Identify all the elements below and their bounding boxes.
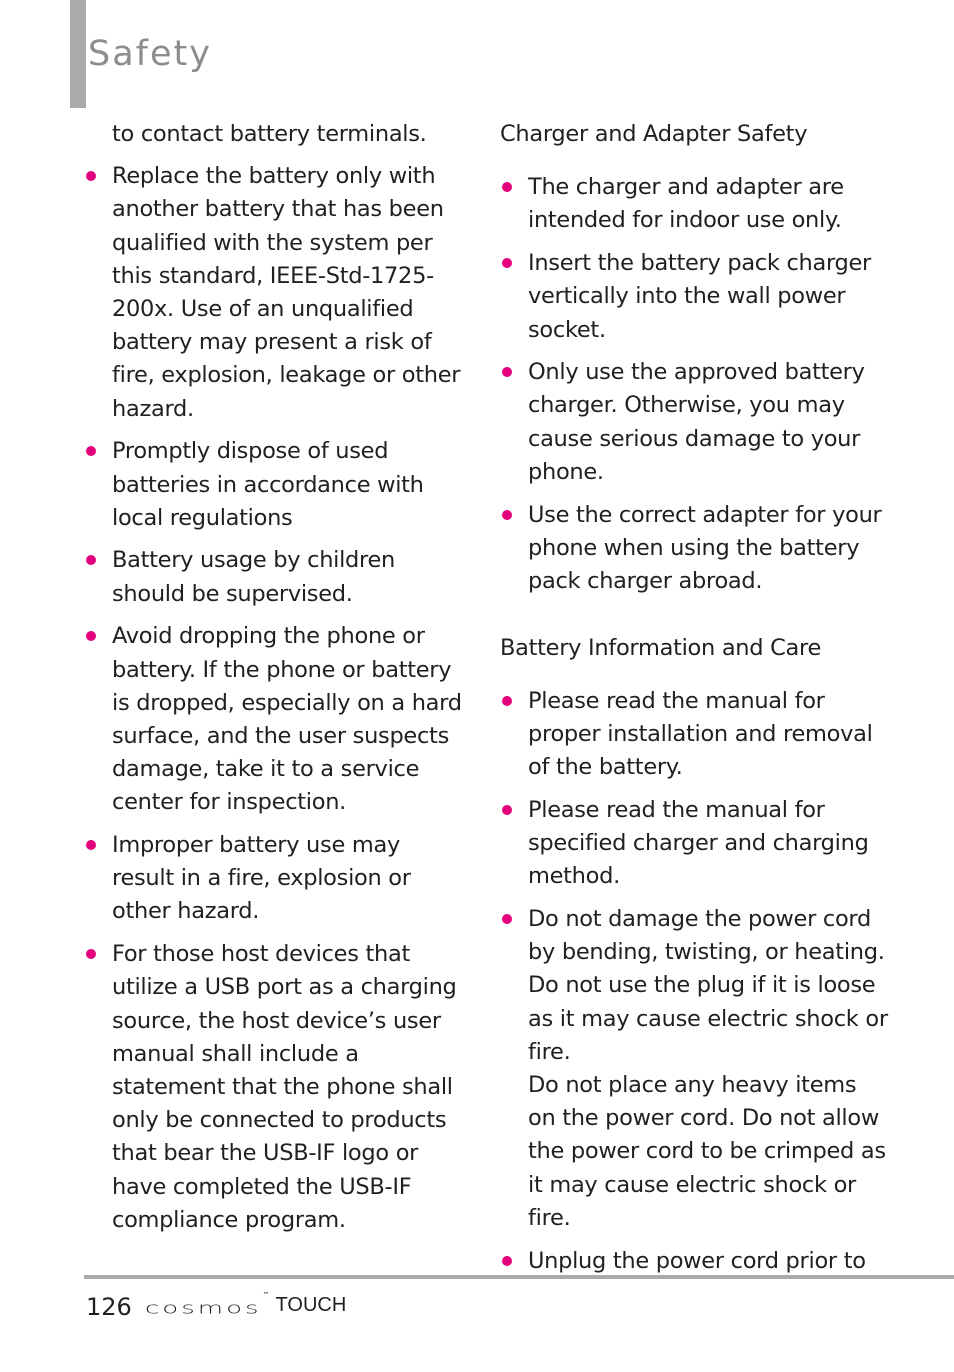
section-heading-battery-information-care: Battery Information and Care (500, 634, 822, 661)
list-item: The charger and adapter are intended for indoor use only. (500, 171, 890, 237)
charger-bullet-list (500, 171, 890, 598)
footer-rule (84, 1275, 954, 1279)
trademark-mark: ™ (262, 1291, 270, 1299)
list-item-continuation: Do not place any heavy items on the power cord. Do not allow the power cord to be crimped as it may cause electric shock or fire. (528, 1072, 886, 1231)
list-item: Please read the manual for specified charger and charging method. (500, 794, 890, 894)
list-item: Improper battery use may result in a fire, explosion or other hazard. (84, 829, 464, 929)
list-item: Insert the battery pack charger vertically into the wall power socket. (500, 247, 890, 347)
brand-logo (145, 1288, 346, 1324)
list-item: Avoid dropping the phone or battery. If the phone or battery is dropped, especially on a hard surface, and the user suspects damage, take it to a service center for inspection. (84, 620, 464, 819)
list-item: Battery usage by children should be supervised. (84, 544, 464, 610)
brand-suffix: TOUCH (275, 1294, 347, 1316)
brand-logo-wordmark: cosmos (145, 1299, 262, 1318)
list-item: Promptly dispose of used batteries in accordance with local regulations (84, 435, 464, 535)
battery-care-bullet-list (500, 685, 890, 1278)
list-item: Please read the manual for proper installation and removal of the battery. (500, 685, 890, 785)
list-item (500, 903, 890, 1235)
section-heading-charger-adapter-safety: Charger and Adapter Safety (500, 121, 808, 147)
left-bullet-list (84, 160, 464, 1237)
title-side-bar (70, 0, 86, 108)
list-item: For those host devices that utilize a USB port as a charging source, the host device’s user manual shall include a statement that the phone shall only be connected to products that bear the USB-IF logo or have completed the USB-IF compliance program. (84, 938, 464, 1237)
right-column (500, 118, 890, 1287)
list-item: Unplug the power cord prior to (500, 1245, 890, 1278)
list-item: Replace the battery only with another battery that has been qualified with the system per this standard, IEEE-Std-1725-200x. Use of an unqualified battery may present a risk of fire, explosion, leakage or other hazard. (84, 160, 464, 426)
list-item: Use the correct adapter for your phone when using the battery pack charger abroad. (500, 499, 890, 599)
continued-text: to contact battery terminals. (112, 121, 427, 147)
list-item: Only use the approved battery charger. Otherwise, you may cause serious damage to your phone. (500, 356, 890, 489)
left-column (84, 118, 464, 1247)
page-number: 126 (86, 1293, 132, 1321)
page-title: Safety (88, 34, 212, 74)
list-item-text: Do not damage the power cord by bending, twisting, or heating. Do not use the plug if it is loose as it may cause electric shock or fire. (528, 906, 888, 1065)
